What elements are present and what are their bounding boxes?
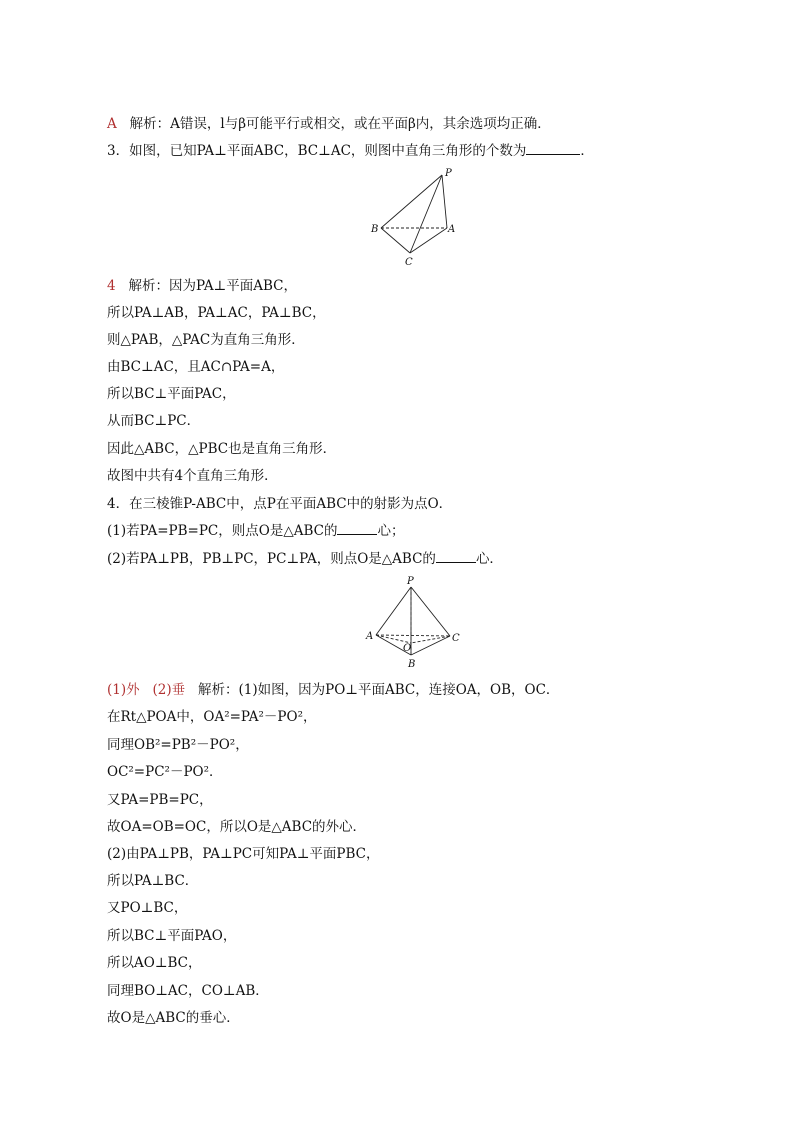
q3-solution-line-6: 从而BC⊥PC． [107, 413, 201, 429]
q4-solution-line-5: 又PA=PB=PC， [107, 792, 213, 808]
q4-label-c: C [452, 633, 460, 644]
q4-solution-line-4: OC²=PC²－PO²． [107, 764, 223, 780]
q2-answer-text: 解析：A错误，l与β可能平行或相交，或在平面β内，其余选项均正确． [129, 116, 551, 132]
q3-solution-line-7: 因此△ABC，△PBC也是直角三角形． [107, 441, 337, 457]
q4-figure [362, 573, 467, 673]
q4-label-p: P [407, 576, 414, 587]
q2-answer-letter: A [107, 116, 117, 132]
q3-answer: 4 [107, 278, 116, 294]
q4-solution-line-8: 所以PA⊥BC． [107, 873, 199, 889]
q4-answer-2: (2)垂 [152, 682, 186, 698]
q4-stem: 4．在三棱锥P-ABC中，点P在平面ABC中的射影为点O． [107, 496, 453, 512]
q4-solution-line-3: 同理OB²=PB²－PO²， [107, 737, 249, 753]
q2-answer-line [107, 115, 551, 133]
q4-solution-line-1 [107, 681, 559, 699]
q4-solution-line-11: 所以AO⊥BC， [107, 955, 202, 971]
q3-solution-line-4: 由BC⊥AC，且AC∩PA=A， [107, 359, 285, 375]
q4-solution-line-7: (2)由PA⊥PB，PA⊥PC可知PA⊥平面PBC， [107, 846, 380, 862]
q3-stem-end: ． [580, 143, 594, 159]
q3-label-b: B [371, 224, 379, 235]
q4-part2-text: (2)若PA⊥PB，PB⊥PC，PC⊥PA，则点O是△ABC的 [107, 551, 436, 567]
q3-figure [365, 165, 465, 270]
q4-label-o: O [403, 643, 412, 654]
q4-solution-line-9: 又PO⊥BC， [107, 900, 188, 916]
q3-solution-line-3: 则△PAB，△PAC为直角三角形． [107, 332, 305, 348]
q3-solution-line-1 [107, 277, 297, 295]
q4-part2 [107, 550, 503, 568]
q3-solution-line-2: 所以PA⊥AB，PA⊥AC，PA⊥BC， [107, 305, 326, 321]
q4-solution-line-2: 在Rt△POA中，OA²=PA²－PO²， [107, 709, 317, 725]
q4-part1 [107, 522, 404, 540]
q4-part2-blank [436, 550, 476, 563]
q3-solution-line-5: 所以BC⊥平面PAC， [107, 386, 236, 402]
q4-solution-line-12: 同理BO⊥AC，CO⊥AB． [107, 983, 269, 999]
q3-stem-text: 3．如图，已知PA⊥平面ABC，BC⊥AC，则图中直角三角形的个数为 [107, 143, 527, 159]
q3-stem [107, 142, 594, 160]
q3-label-a: A [448, 224, 456, 235]
q3-answer-blank [526, 142, 580, 155]
q3-label-c: C [405, 257, 413, 268]
q4-part1-end: 心； [377, 523, 405, 539]
q4-solution-line-6: 故OA=OB=OC，所以O是△ABC的外心． [107, 819, 367, 835]
q4-solution-text-1: 解析：(1)如图，因为PO⊥平面ABC，连接OA，OB，OC． [198, 682, 560, 698]
q4-solution-line-13: 故O是△ABC的垂心． [107, 1010, 240, 1026]
q4-label-a: A [366, 631, 374, 642]
q3-solution-text-1: 解析：因为PA⊥平面ABC， [128, 278, 298, 294]
q3-label-p: P [445, 168, 452, 179]
q4-part2-end: 心． [475, 551, 503, 567]
q3-solution-line-8: 故图中共有4个直角三角形． [107, 468, 278, 484]
q4-part1-blank [337, 522, 377, 535]
q4-part1-text: (1)若PA=PB=PC，则点O是△ABC的 [107, 523, 338, 539]
q4-answer-1: (1)外 [107, 682, 140, 698]
q4-label-b: B [408, 659, 416, 670]
q4-solution-line-10: 所以BC⊥平面PAO， [107, 928, 237, 944]
